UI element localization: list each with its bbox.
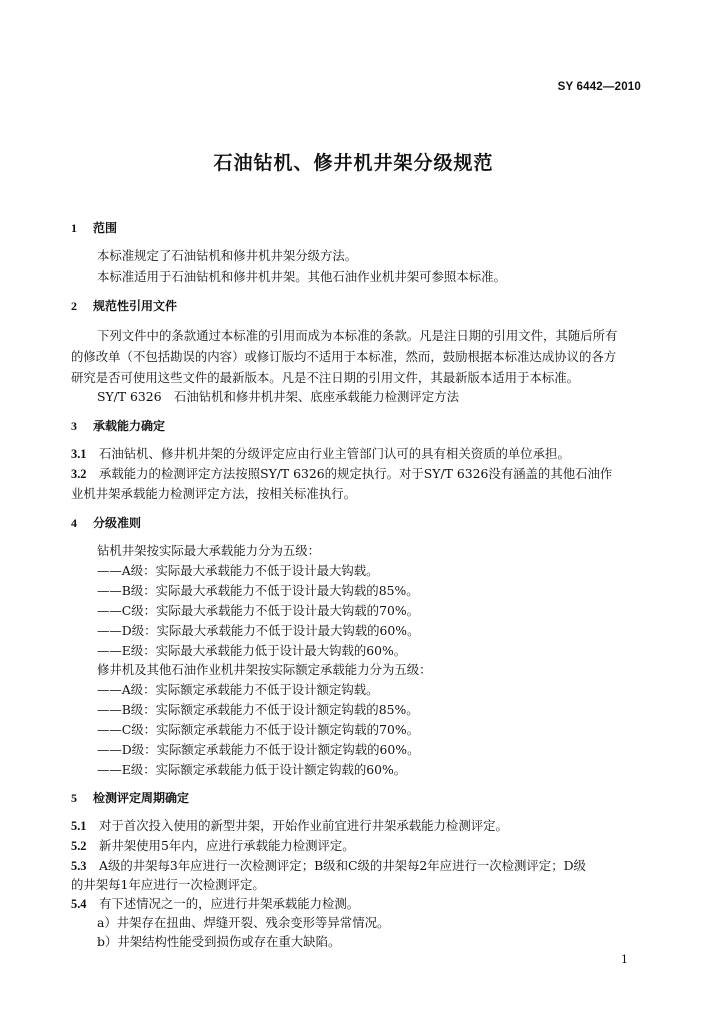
list-item: a）井架存在扭曲、焊缝开裂、残余变形等异常情况。 xyxy=(97,915,390,930)
clause-text: 承载能力的检测评定方法按照SY/T 6326的规定执行。对于SY/T 6326没有涵盖的其他石油作 xyxy=(99,466,613,481)
clause-text: 新井架使用5年内，应进行承载能力检测评定。 xyxy=(99,838,355,853)
section-title: 分级准则 xyxy=(93,516,142,530)
list-item: ——A级：实际额定承载能力不低于设计额定钩载。 xyxy=(97,682,379,697)
paragraph: 本标准规定了石油钻机和修井机井架分级方法。 xyxy=(97,248,358,263)
drill-intro: 钻机井架按实际最大承载能力分为五级： xyxy=(97,543,321,558)
list-item: ——D级：实际额定承载能力不低于设计额定钩载的60%。 xyxy=(97,742,420,757)
normative-reference: SY/T 6326 石油钻机和修井机井架、底座承载能力检测评定方法 xyxy=(97,389,459,404)
list-item: b）井架结构性能受到损伤或存在重大缺陷。 xyxy=(97,934,341,949)
clause-number: 5.3 xyxy=(71,859,87,873)
list-item: ——E级：实际最大承载能力低于设计最大钩载的60%。 xyxy=(97,643,407,658)
standard-number: SY 6442—2010 xyxy=(557,81,641,93)
clause-text: 有下述情况之一的，应进行井架承载能力检测。 xyxy=(99,896,360,911)
paragraph-line: 下列文件中的条款通过本标准的引用而成为本标准的条款。凡是注日期的引用文件，其随后所有 xyxy=(97,328,618,343)
clause-3-1 xyxy=(71,445,570,463)
clause-5-2 xyxy=(71,837,355,855)
section-number: 1 xyxy=(71,221,77,235)
clause-text-continued: 的井架每1年应进行一次检测评定。 xyxy=(71,877,265,892)
section-3-heading xyxy=(71,417,165,435)
list-item: ——C级：实际最大承载能力不低于设计最大钩载的70%。 xyxy=(97,603,420,618)
paragraph-line: 的修改单（不包括勘误的内容）或修订版均不适用于本标准，然而，鼓励根据本标准达成协议的各方 xyxy=(71,349,617,364)
list-item: ——E级：实际额定承载能力低于设计额定钩载的60%。 xyxy=(97,762,407,777)
list-item: ——B级：实际最大承载能力不低于设计最大钩载的85%。 xyxy=(97,583,419,598)
section-title: 范围 xyxy=(93,221,118,235)
clause-number: 5.4 xyxy=(71,897,87,911)
list-item: ——A级：实际最大承载能力不低于设计最大钩载。 xyxy=(97,563,379,578)
clause-number: 5.2 xyxy=(71,839,87,853)
section-title: 检测评定周期确定 xyxy=(93,791,190,805)
clause-5-4 xyxy=(71,895,359,913)
page-number: 1 xyxy=(621,953,628,966)
paragraph-line: 研究是否可使用这些文件的最新版本。凡是不注日期的引用文件，其最新版本适用于本标准。 xyxy=(71,370,580,385)
clause-number: 5.1 xyxy=(71,819,87,833)
section-title: 承载能力确定 xyxy=(93,419,166,433)
section-number: 2 xyxy=(71,299,77,313)
list-item: ——B级：实际额定承载能力不低于设计额定钩载的85%。 xyxy=(97,702,419,717)
paragraph: 本标准适用于石油钻机和修井机井架。其他石油作业机井架可参照本标准。 xyxy=(97,269,506,284)
document-title: 石油钻机、修井机井架分级规范 xyxy=(213,152,494,174)
section-5-heading xyxy=(71,789,189,807)
section-number: 4 xyxy=(71,516,77,530)
list-item: ——D级：实际最大承载能力不低于设计最大钩载的60%。 xyxy=(97,623,420,638)
list-item: ——C级：实际额定承载能力不低于设计额定钩载的70%。 xyxy=(97,722,420,737)
section-number: 5 xyxy=(71,791,77,805)
clause-3-2 xyxy=(71,465,612,483)
section-title: 规范性引用文件 xyxy=(93,299,178,313)
clause-number: 3.1 xyxy=(71,447,87,461)
section-2-heading xyxy=(71,297,177,315)
clause-5-3 xyxy=(71,857,586,875)
clause-number: 3.2 xyxy=(71,467,87,481)
clause-5-1 xyxy=(71,817,508,835)
clause-text-continued: 业机井架承载能力检测评定方法，按相关标准执行。 xyxy=(71,486,356,501)
section-4-heading xyxy=(71,514,141,532)
clause-text: 石油钻机、修井机井架的分级评定应由行业主管部门认可的具有相关资质的单位承担。 xyxy=(99,446,570,461)
workover-intro: 修井机及其他石油作业机井架按实际额定承载能力分为五级： xyxy=(97,662,432,677)
section-number: 3 xyxy=(71,419,77,433)
clause-text: A级的井架每3年应进行一次检测评定；B级和C级的井架每2年应进行一次检测评定；D级 xyxy=(99,858,586,873)
clause-text: 对于首次投入使用的新型井架，开始作业前宜进行井架承载能力检测评定。 xyxy=(99,818,508,833)
section-1-heading xyxy=(71,219,117,237)
